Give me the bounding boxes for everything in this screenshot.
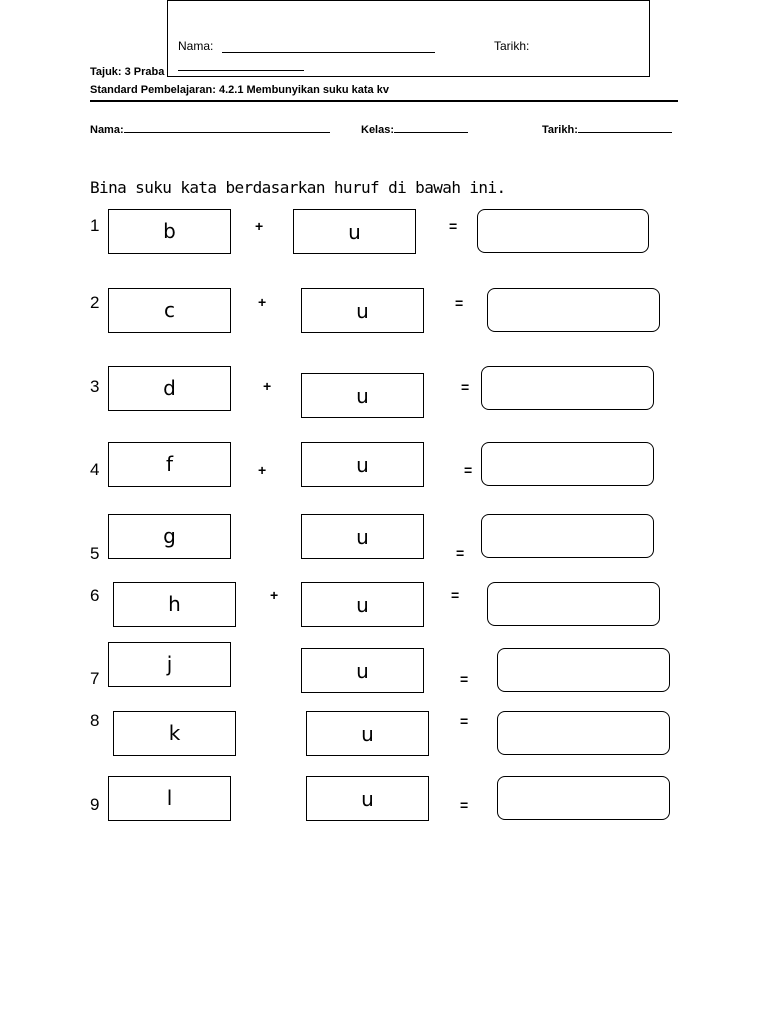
answer-box[interactable] xyxy=(481,514,654,558)
vowel-box: u xyxy=(301,373,424,418)
question-number: 9 xyxy=(90,795,100,814)
topic-title: Tajuk: 3 Praba xyxy=(90,66,165,78)
vowel-box: u xyxy=(301,442,424,487)
consonant-box: l xyxy=(108,776,231,821)
plus-sign: + xyxy=(258,462,267,478)
answer-box[interactable] xyxy=(481,366,654,410)
name-date-box xyxy=(167,0,650,77)
equals-sign: = xyxy=(449,218,458,234)
class-field xyxy=(361,122,468,136)
answer-box[interactable] xyxy=(487,288,660,332)
question-number: 1 xyxy=(90,216,100,235)
student-name-field xyxy=(90,122,330,136)
answer-box[interactable] xyxy=(477,209,649,253)
header-divider xyxy=(90,100,678,102)
question-number: 4 xyxy=(90,460,100,479)
equals-sign: = xyxy=(456,545,465,561)
consonant-box: j xyxy=(108,642,231,687)
consonant-box: k xyxy=(113,711,236,756)
vowel-box: u xyxy=(301,514,424,559)
consonant-box: f xyxy=(108,442,231,487)
question-number: 8 xyxy=(90,711,100,730)
consonant-box: g xyxy=(108,514,231,559)
consonant-box: b xyxy=(108,209,231,254)
vowel-box: u xyxy=(301,582,424,627)
answer-box[interactable] xyxy=(497,776,670,820)
date-label: Tarikh: xyxy=(542,124,578,136)
equals-sign: = xyxy=(460,797,469,813)
instruction-text: Bina suku kata berdasarkan huruf di bawah ini. xyxy=(90,178,506,197)
student-name-label: Nama: xyxy=(90,124,124,136)
date-field xyxy=(542,122,672,136)
question-number: 6 xyxy=(90,586,100,605)
answer-box[interactable] xyxy=(497,711,670,755)
vowel-box: u xyxy=(301,648,424,693)
equals-sign: = xyxy=(460,671,469,687)
consonant-box: d xyxy=(108,366,231,411)
top-nama-line[interactable] xyxy=(222,52,435,53)
top-nama-label: Nama: xyxy=(178,39,214,53)
vowel-box: u xyxy=(293,209,416,254)
answer-box[interactable] xyxy=(481,442,654,486)
vowel-box: u xyxy=(301,288,424,333)
vowel-box: u xyxy=(306,711,429,756)
vowel-box: u xyxy=(306,776,429,821)
plus-sign: + xyxy=(255,218,264,234)
answer-box[interactable] xyxy=(487,582,660,626)
equals-sign: = xyxy=(455,295,464,311)
question-number: 3 xyxy=(90,377,100,396)
top-tarikh-line[interactable] xyxy=(178,70,304,71)
plus-sign: + xyxy=(270,587,279,603)
equals-sign: = xyxy=(451,587,460,603)
top-tarikh-label: Tarikh: xyxy=(494,39,530,53)
class-label: Kelas: xyxy=(361,124,395,136)
equals-sign: = xyxy=(461,379,470,395)
equals-sign: = xyxy=(460,713,469,729)
equals-sign: = xyxy=(464,462,473,478)
plus-sign: + xyxy=(258,294,267,310)
consonant-box: h xyxy=(113,582,236,627)
question-number: 5 xyxy=(90,544,100,563)
plus-sign: + xyxy=(263,378,272,394)
consonant-box: c xyxy=(108,288,231,333)
question-number: 2 xyxy=(90,293,100,312)
student-name-line[interactable] xyxy=(124,122,330,133)
answer-box[interactable] xyxy=(497,648,670,692)
class-line[interactable] xyxy=(394,122,468,133)
date-line[interactable] xyxy=(578,122,672,133)
question-number: 7 xyxy=(90,669,100,688)
learning-standard: Standard Pembelajaran: 4.2.1 Membunyikan suku kata kv xyxy=(90,84,389,96)
